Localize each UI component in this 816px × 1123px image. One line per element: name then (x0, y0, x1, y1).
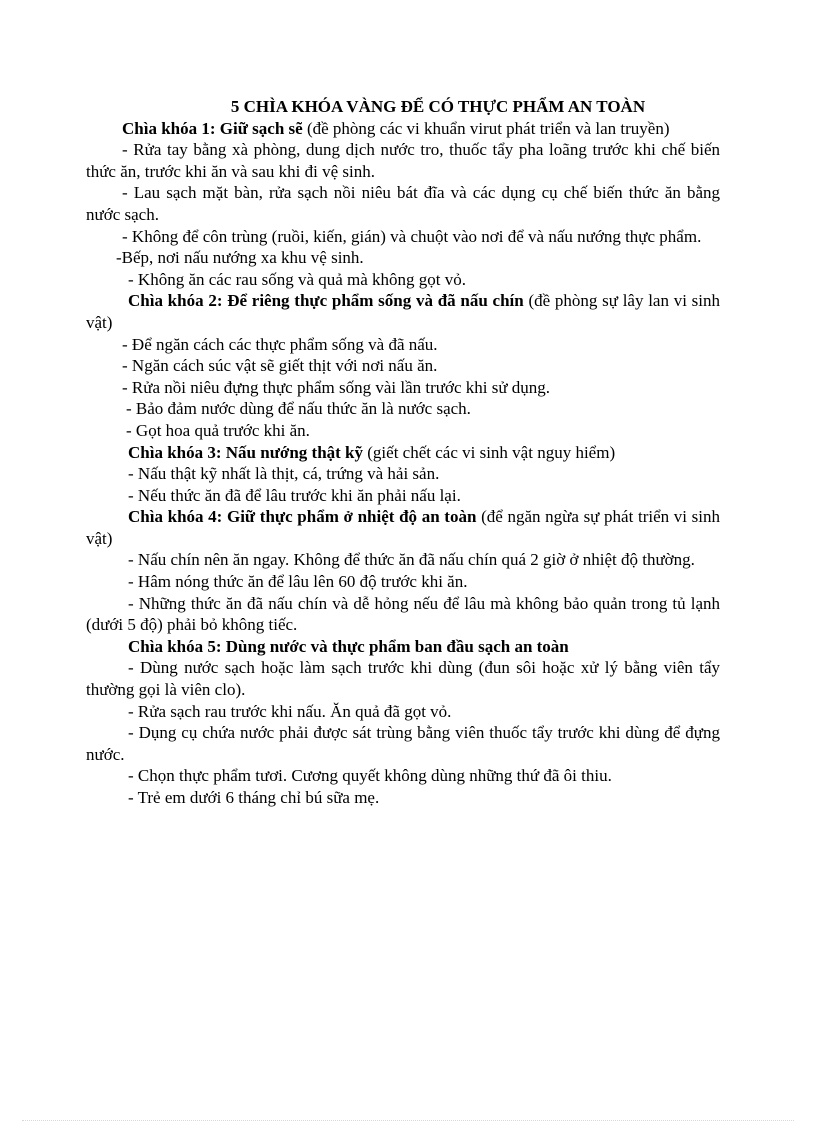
key4-paragraph (86, 506, 720, 549)
key2-paragraph (86, 290, 720, 333)
key1-item: -Bếp, nơi nấu nướng xa khu vệ sinh. (116, 248, 364, 268)
key3-heading: Chìa khóa 3: Nấu nướng thật kỹ (128, 442, 364, 462)
key4-description: (để ngăn ngừa sự phát triển vi sinh vật) (86, 507, 720, 548)
key1-item: - Không ăn các rau sống và quả mà không gọt vỏ. (128, 269, 467, 289)
document-body (86, 96, 720, 809)
key2-item: - Bảo đảm nước dùng để nấu thức ăn là nước sạch. (126, 399, 471, 419)
key5-item: - Dùng nước sạch hoặc làm sạch trước khi dùng (đun sôi hoặc xử lý bằng viên tẩy thường gọi là viên clo). (86, 658, 720, 700)
document-title: 5 CHÌA KHÓA VÀNG ĐỂ CÓ THỰC PHẨM AN TOÀN (230, 97, 646, 116)
key5-heading: Chìa khóa 5: Dùng nước và thực phẩm ban đầu sạch an toàn (128, 636, 569, 656)
key5-item: - Trẻ em dưới 6 tháng chỉ bú sữa mẹ. (128, 788, 380, 807)
key1-description: (đề phòng các vi khuẩn virut phát triển và lan truyền) (302, 118, 670, 138)
key5-item: - Chọn thực phẩm tươi. Cương quyết không dùng những thứ đã ôi thiu. (128, 766, 612, 786)
key1-paragraph (86, 118, 720, 140)
key1-item: - Lau sạch mặt bàn, rửa sạch nồi niêu bát đĩa và các dụng cụ chế biến thức ăn bằng nước sạch. (86, 183, 720, 224)
key2-item: - Gọt hoa quả trước khi ăn. (126, 420, 310, 440)
key4-item: - Nấu chín nên ăn ngay. Không để thức ăn đã nấu chín quá 2 giờ ở nhiệt độ thường. (128, 550, 695, 570)
key1-heading: Chìa khóa 1: Giữ sạch sẽ (122, 118, 303, 138)
key3-item: - Nấu thật kỹ nhất là thịt, cá, trứng và hải sản. (128, 464, 440, 484)
key5-item: - Dụng cụ chứa nước phải được sát trùng bằng viên thuốc tẩy trước khi dùng để đựng nước. (86, 723, 720, 764)
key4-heading: Chìa khóa 4: Giữ thực phẩm ở nhiệt độ an toàn (128, 507, 477, 527)
key1-item: - Rửa tay bằng xà phòng, dung dịch nước tro, thuốc tẩy pha loãng trước khi chế biến thức ăn, trước khi ăn và sau khi đi vệ sinh. (86, 140, 720, 181)
key1-item: - Không để côn trùng (ruồi, kiến, gián) và chuột vào nơi để và nấu nướng thực phẩm. (122, 226, 702, 246)
key2-item: - Rửa nồi niêu đựng thực phẩm sống vài lần trước khi sử dụng. (122, 377, 551, 397)
key3-description: (giết chết các vi sinh vật nguy hiểm) (363, 442, 616, 462)
key5-item: - Rửa sạch rau trước khi nấu. Ăn quả đã gọt vỏ. (128, 701, 452, 721)
key3-paragraph (86, 442, 720, 464)
key2-heading: Chìa khóa 2: Để riêng thực phẩm sống và đã nấu chín (128, 291, 524, 311)
page-bottom-divider (22, 1120, 794, 1121)
key2-item: - Để ngăn cách các thực phẩm sống và đã nấu. (122, 334, 438, 354)
key2-description: (đề phòng sự lây lan vi sinh vật) (86, 291, 720, 332)
key5-paragraph (86, 636, 720, 658)
key4-item: - Những thức ăn đã nấu chín và dễ hỏng nếu để lâu mà không bảo quản trong tủ lạnh (dưới 5 độ) phải bỏ không tiếc. (86, 593, 720, 635)
key2-item: - Ngăn cách súc vật sẽ giết thịt với nơi nấu ăn. (122, 356, 438, 376)
key3-item: - Nếu thức ăn đã để lâu trước khi ăn phải nấu lại. (128, 485, 461, 505)
key4-item: - Hâm nóng thức ăn để lâu lên 60 độ trước khi ăn. (128, 572, 468, 592)
